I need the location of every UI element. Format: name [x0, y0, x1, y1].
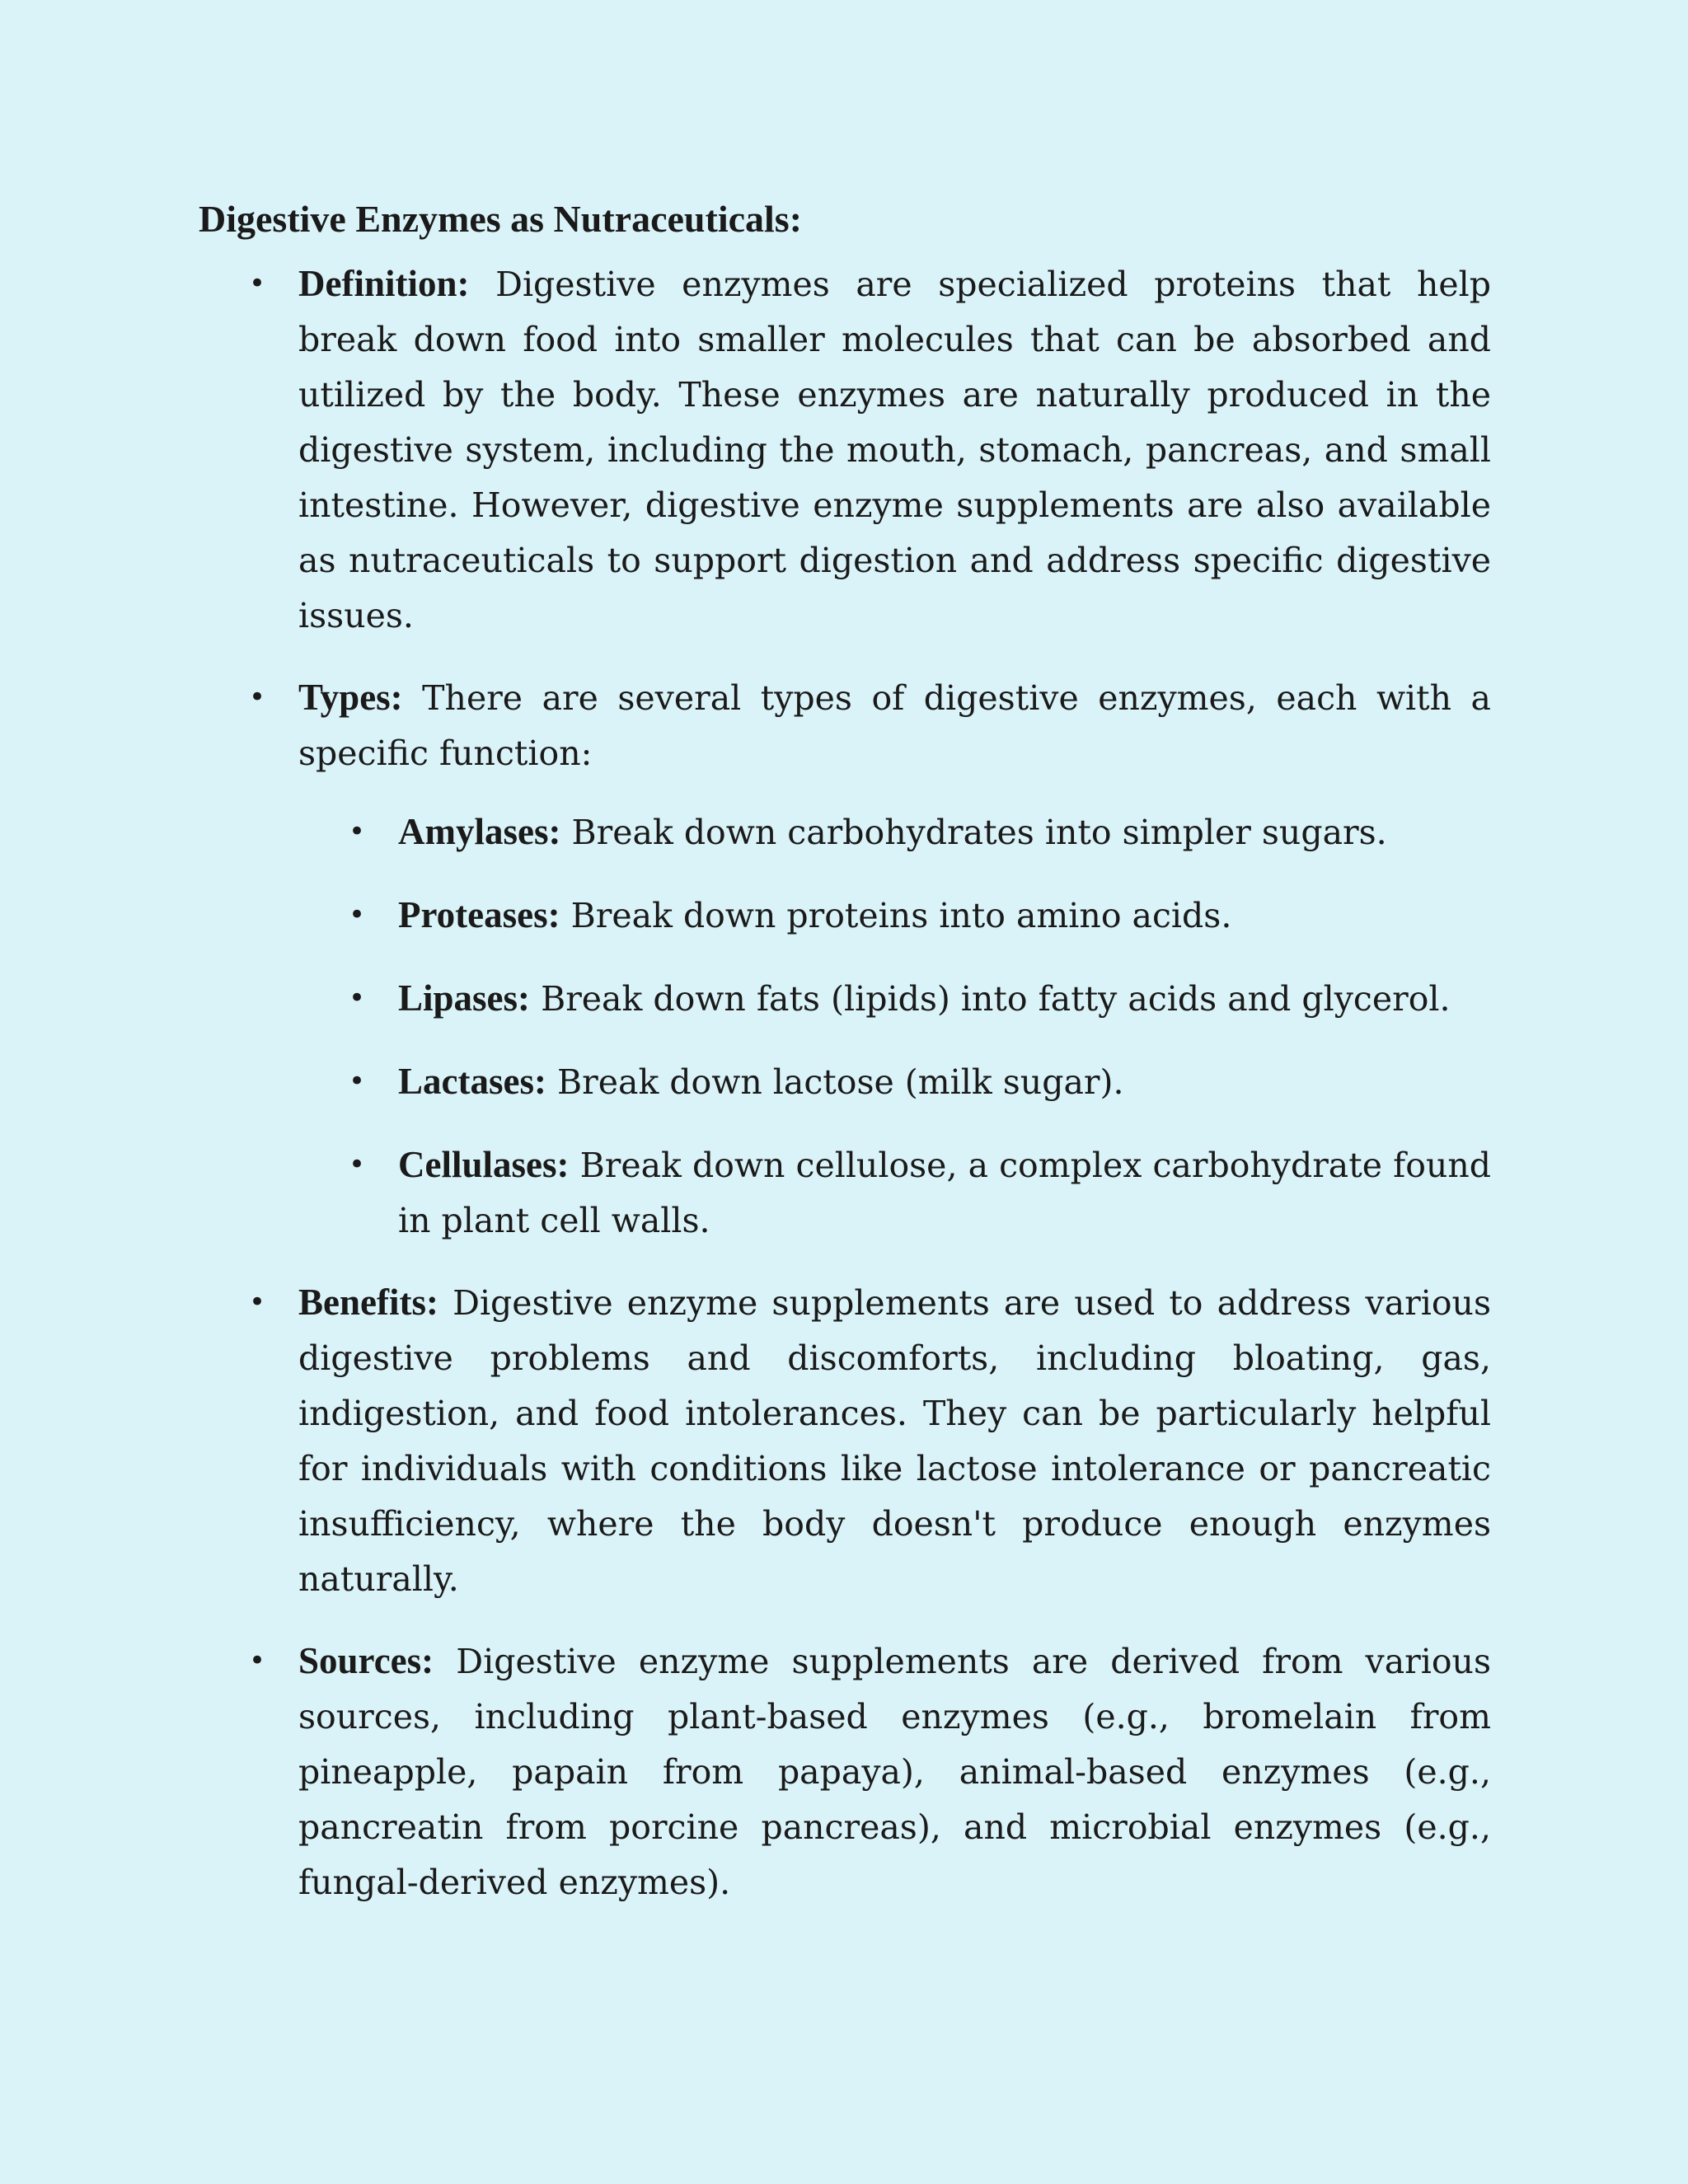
bullet-icon: •	[349, 898, 366, 931]
bullet-icon: •	[249, 267, 266, 300]
item-term: Amylases:	[398, 811, 561, 852]
main-bullet-list	[199, 256, 1491, 1910]
item-text: There are several types of digestive enzymes, each with a specific function:	[298, 678, 1491, 773]
item-text: Break down proteins into amino acids.	[560, 896, 1232, 935]
item-term: Definition:	[298, 263, 470, 304]
item-text: Break down carbohydrates into simpler sugars.	[560, 813, 1387, 852]
sub-item-lipases	[349, 971, 1491, 1027]
item-text: Break down fats (lipids) into fatty acids and glycerol.	[530, 979, 1451, 1019]
sub-item-cellulases	[349, 1137, 1491, 1249]
list-item-definition	[249, 256, 1491, 644]
item-term: Types:	[298, 677, 403, 718]
item-text: Digestive enzyme supplements are derived from various sources, including plant-based enzymes (e.g., bromelain from pineapple, papain from papaya), animal-based enzymes (e.g., pancreatin from porcine pancreas), and microbial enzymes (e.g., fungal-derived enzymes).	[298, 1642, 1491, 1902]
bullet-icon: •	[349, 1065, 366, 1098]
list-item-types	[249, 670, 1491, 1249]
bullet-icon: •	[249, 1644, 266, 1677]
bullet-icon: •	[249, 1286, 266, 1319]
item-term: Benefits:	[298, 1282, 438, 1323]
item-text: Break down cellulose, a complex carbohydrate found in plant cell walls.	[398, 1146, 1491, 1240]
sub-item-amylases	[349, 804, 1491, 860]
bullet-icon: •	[349, 982, 366, 1015]
item-term: Proteases:	[398, 894, 560, 935]
item-text: Digestive enzyme supplements are used to address various digestive problems and discomforts, including bloating, gas, indigestion, and food intolerances. They can be particularly helpful for individuals with conditions like lactose intolerance or pancreatic insufficiency, where the body doesn't produce enough enzymes naturally.	[298, 1283, 1491, 1599]
sub-item-lactases	[349, 1054, 1491, 1110]
item-text: Digestive enzymes are specialized proteins that help break down food into smaller molecules that can be absorbed and utilized by the body. These enzymes are naturally produced in the digestive system, including the mouth, stomach, pancreas, and small intestine. However, digestive enzyme supplements are also available as nutraceuticals to support digestion and address specific digestive issues.	[298, 265, 1491, 635]
item-term: Lactases:	[398, 1061, 546, 1102]
sub-item-proteases	[349, 888, 1491, 944]
bullet-icon: •	[349, 815, 366, 848]
document-title: Digestive Enzymes as Nutraceuticals:	[199, 198, 803, 240]
bullet-icon: •	[349, 1148, 366, 1181]
item-term: Sources:	[298, 1640, 434, 1681]
item-term: Lipases:	[398, 977, 531, 1019]
item-term: Cellulases:	[398, 1144, 570, 1185]
bullet-icon: •	[249, 681, 266, 714]
list-item-sources	[249, 1633, 1491, 1910]
list-item-benefits	[249, 1275, 1491, 1607]
document-page	[199, 192, 1491, 1937]
enzyme-types-list	[298, 804, 1491, 1249]
item-text: Break down lactose (milk sugar).	[546, 1062, 1124, 1102]
